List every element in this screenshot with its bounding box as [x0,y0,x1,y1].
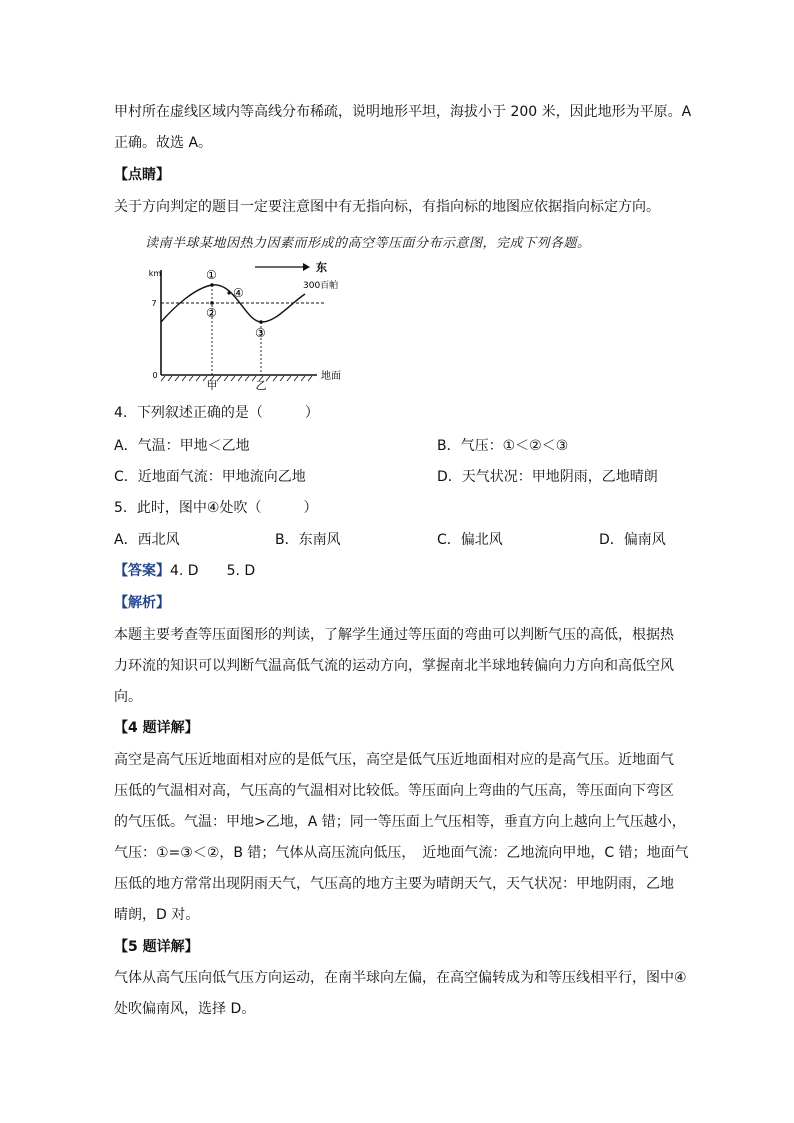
point-4-label: ④ [233,286,244,300]
detail-4-line: 晴朗，D 对。 [114,907,200,923]
point-3-label: ③ [255,326,266,340]
ground-hatching [161,376,312,381]
paragraph-line: 正确。故选 A。 [114,135,213,151]
detail-4-label: 【4 题详解】 [114,720,199,736]
detail-5-label: 【5 题详解】 [114,939,199,955]
point-1-label: ① [206,268,217,282]
question-5-stem: 5．此时，图中④处吹（ ） [114,500,318,516]
detail-4-line: 压低的气温相对高，气压高的气温相对比较低。等压面向上弯曲的气压高，等压面向下弯区 [114,783,674,799]
question-5-option-a: A．西北风 [114,532,180,548]
analysis-line: 向。 [114,689,142,705]
point-2-label: ② [206,306,217,320]
place-jia-label: 甲 [206,379,218,390]
pressure-label: 300百帕 [303,281,339,291]
detail-4-line: 的气压低。气温：甲地>乙地，A 错；同一等压面上气压相等，垂直方向上越向上气压越小， [114,814,686,830]
question-4-option-a: A．气温：甲地＜乙地 [114,438,250,454]
detail-4-line: 高空是高气压近地面相对应的是低气压，高空是低气压近地面相对应的是高气压。近地面气 [114,752,674,768]
question-5-option-b: B．东南风 [275,532,341,548]
detail-5-line: 处吹偏南风，选择 D。 [114,1001,256,1017]
question-4-option-c: C．近地面气流：甲地流向乙地 [114,469,306,485]
y-axis-unit: km [148,269,162,278]
point-3-dot [259,320,263,324]
y-tick-7: 7 [151,299,157,308]
ground-label: 地面 [321,371,341,382]
question-4-stem: 4．下列叙述正确的是（ ） [114,405,319,421]
question-5-option-c: C．偏北风 [437,532,503,548]
analysis-line: 本题主要考查等压面图形的判读，了解学生通过等压面的弯曲可以判断气压的高低，根据热 [114,627,674,643]
east-label: 东 [316,261,327,274]
answer-text: 4. D 5. D [170,563,256,579]
answer-line [114,561,255,581]
dianjing-text: 关于方向判定的题目一定要注意图中有无指向标，有指向标的地图应依据指向标定方向。 [114,199,660,215]
question-4-option-b: B．气压：①＜②＜③ [437,438,569,454]
detail-4-line: 气压：①=③＜②，B 错；气体从高压流向低压， 近地面气流：乙地流向甲地，C 错；地面气 [114,845,689,861]
east-arrow-head [303,263,310,271]
question-intro: 读南半球某地因热力因素而形成的高空等压面分布示意图，完成下列各题。 [145,236,591,251]
answer-label: 【答案】 [114,563,170,579]
point-2-dot [210,301,214,305]
paragraph-line: 甲村所在虚线区域内等高线分布稀疏，说明地形平坦，海拔小于 200 米，因此地形为平原。A [114,104,692,120]
question-5-option-d: D．偏南风 [599,532,666,548]
analysis-label: 【解析】 [114,595,170,611]
question-4-option-d: D．天气状况：甲地阴雨，乙地晴朗 [437,469,658,485]
point-1-dot [210,283,214,287]
dianjing-label: 【点睛】 [114,167,170,183]
detail-4-line: 压低的地方常常出现阴雨天气，气压高的地方主要为晴朗天气，天气状况：甲地阴雨，乙地 [114,876,674,892]
detail-5-line: 气体从高气压向低气压方向运动，在南半球向左偏，在高空偏转成为和等压线相平行，图中④ [114,970,687,986]
analysis-line: 力环流的知识可以判断气温高低气流的运动方向，掌握南北半球地转偏向力方向和高低空风 [114,658,674,674]
isobaric-surface-figure [145,258,355,390]
point-4-dot [227,291,230,294]
place-yi-label: 乙 [255,379,267,390]
y-tick-0: 0 [152,371,158,380]
